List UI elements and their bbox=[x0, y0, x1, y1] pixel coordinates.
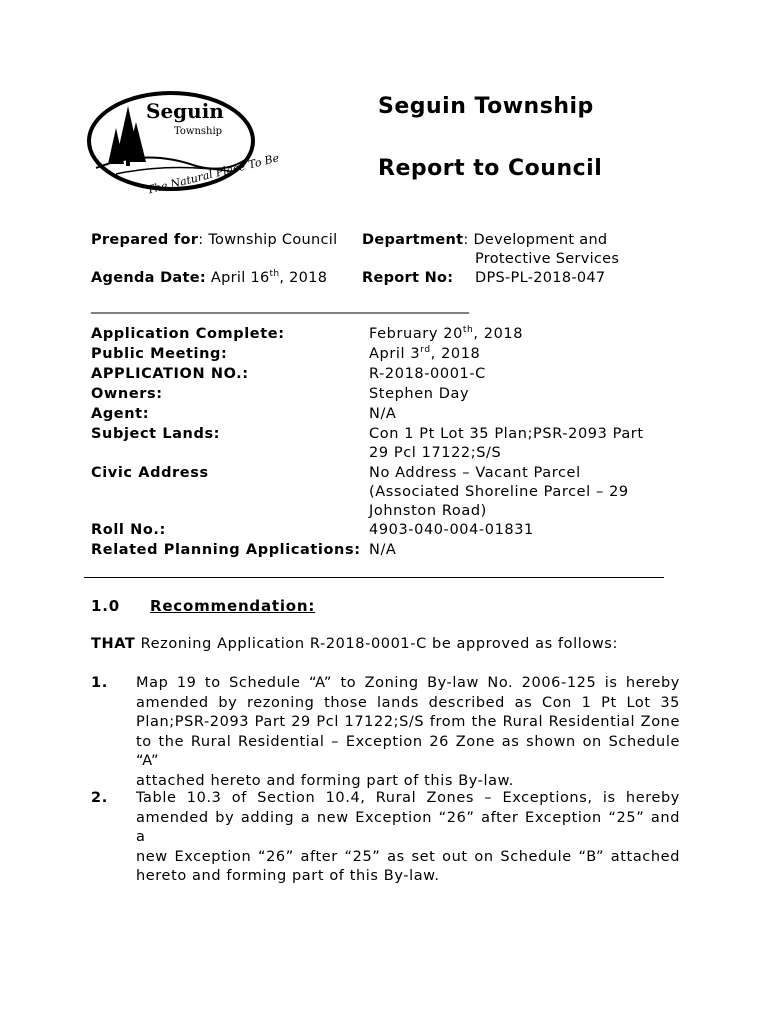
report-title: Seguin Township bbox=[378, 94, 594, 119]
civic-address-label: Civic Address bbox=[91, 465, 209, 481]
agent-value: N/A bbox=[369, 406, 397, 422]
application-complete-value: February 20th, 2018 bbox=[369, 325, 524, 342]
logo-tagline: The Natural Place To Be bbox=[145, 151, 281, 197]
item-2-text: Table 10.3 of Section 10.4, Rural Zones – Exceptions, is hereby amended by adding a new Exception “26” after Exception “25” and a new Exception “26” after “25” as set out on Schedule “B” attached hereto and forming part of this By-law. bbox=[136, 790, 680, 885]
roll-no-label: Roll No.: bbox=[91, 522, 166, 538]
public-meeting-label: Public Meeting: bbox=[91, 346, 228, 362]
related-applications-label: Related Planning Applications: bbox=[91, 542, 361, 558]
subject-lands-label: Subject Lands: bbox=[91, 426, 221, 442]
civic-address-line1: No Address – Vacant Parcel bbox=[369, 465, 581, 481]
report-no: Report No: bbox=[362, 270, 454, 286]
report-subtitle: Report to Council bbox=[378, 156, 603, 181]
department: Department: Development and bbox=[362, 232, 608, 248]
that-statement: THAT Rezoning Application R-2018-0001-C be approved as follows: bbox=[91, 636, 618, 652]
divider bbox=[84, 577, 664, 578]
item-number: 2. bbox=[91, 790, 108, 806]
application-complete-label: Application Complete: bbox=[91, 326, 285, 342]
civic-address-line2: (Associated Shoreline Parcel – 29 bbox=[369, 484, 629, 500]
agenda-date: Agenda Date: April 16th, 2018 bbox=[91, 269, 328, 286]
report-no-value: DPS-PL-2018-047 bbox=[475, 270, 606, 286]
owners-label: Owners: bbox=[91, 386, 163, 402]
dash-separator: ______________________________________________________ bbox=[91, 298, 469, 314]
item-number: 1. bbox=[91, 675, 108, 691]
subject-lands-line2: 29 Pcl 17122;S/S bbox=[369, 445, 502, 461]
department-line2: Protective Services bbox=[475, 251, 620, 267]
civic-address-line3: Johnston Road) bbox=[369, 503, 487, 519]
roll-no-value: 4903-040-004-01831 bbox=[369, 522, 534, 538]
item-1-text: Map 19 to Schedule “A” to Zoning By-law No. 2006-125 is hereby amended by rezoning those lands described as Con 1 Pt Lot 35 Plan;PSR-2093 Part 29 Pcl 17122;S/S from the Rural Residential Zone to the Rural Residential – Exception 26 Zone as shown on Schedule “A” attached hereto and forming part of this By-law. bbox=[136, 675, 680, 789]
prepared-for: Prepared for: Township Council bbox=[91, 232, 338, 248]
agent-label: Agent: bbox=[91, 406, 150, 422]
owners-value: Stephen Day bbox=[369, 386, 470, 402]
logo-name: Seguin bbox=[146, 99, 224, 123]
section-heading: 1.0 Recommendation: bbox=[91, 597, 316, 615]
application-no-value: R-2018-0001-C bbox=[369, 366, 486, 382]
public-meeting-value: April 3rd, 2018 bbox=[369, 345, 481, 362]
seguin-township-logo bbox=[86, 88, 281, 198]
application-no-label: APPLICATION NO.: bbox=[91, 366, 249, 382]
related-applications-value: N/A bbox=[369, 542, 397, 558]
subject-lands-line1: Con 1 Pt Lot 35 Plan;PSR-2093 Part bbox=[369, 426, 644, 442]
logo-sub: Township bbox=[174, 126, 223, 137]
